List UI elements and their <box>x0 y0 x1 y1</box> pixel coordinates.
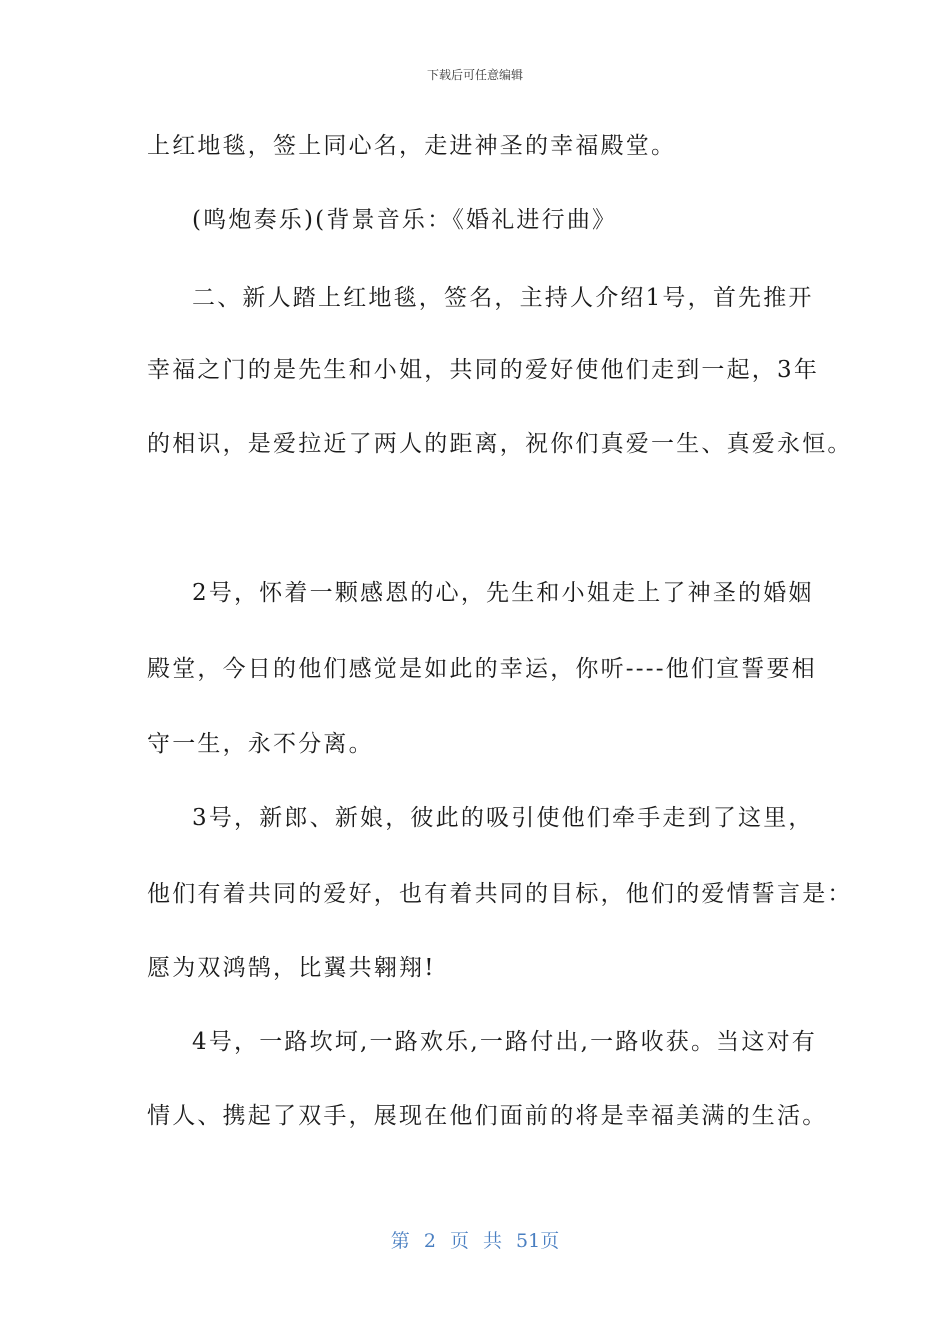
text-line: 4号，一路坎坷,一路欢乐,一路付出,一路收获。当这对有 <box>192 1029 817 1055</box>
page-number: 第 2 页 共 51页 <box>390 1230 560 1252</box>
text-line: 愿为双鸿鹄，比翼共翱翔! <box>147 955 436 981</box>
header-note: 下载后可任意编辑 <box>426 68 523 82</box>
text-line: (鸣炮奏乐)(背景音乐：《婚礼进行曲》 <box>192 207 618 233</box>
text-line: 3号，新郎、新娘，彼此的吸引使他们牵手走到了这里， <box>192 805 814 831</box>
text-line: 守一生，永不分离。 <box>147 731 374 757</box>
text-line: 的相识，是爱拉近了两人的距离，祝你们真爱一生、真爱永恒。 <box>147 431 853 457</box>
text-line: 上红地毯，签上同心名，走进神圣的幸福殿堂。 <box>147 133 677 159</box>
text-line: 他们有着共同的爱好，也有着共同的目标，他们的爱情誓言是： <box>147 881 853 907</box>
text-line: 殿堂，今日的他们感觉是如此的幸运，你听----他们宣誓要相 <box>147 656 817 682</box>
text-line: 二、新人踏上红地毯，签名，主持人介绍1号，首先推开 <box>192 285 814 311</box>
text-line: 2号，怀着一颗感恩的心，先生和小姐走上了神圣的婚姻 <box>192 580 814 606</box>
text-line: 幸福之门的是先生和小姐，共同的爱好使他们走到一起，3年 <box>147 357 820 383</box>
text-line: 情人、携起了双手，展现在他们面前的将是幸福美满的生活。 <box>147 1103 828 1129</box>
